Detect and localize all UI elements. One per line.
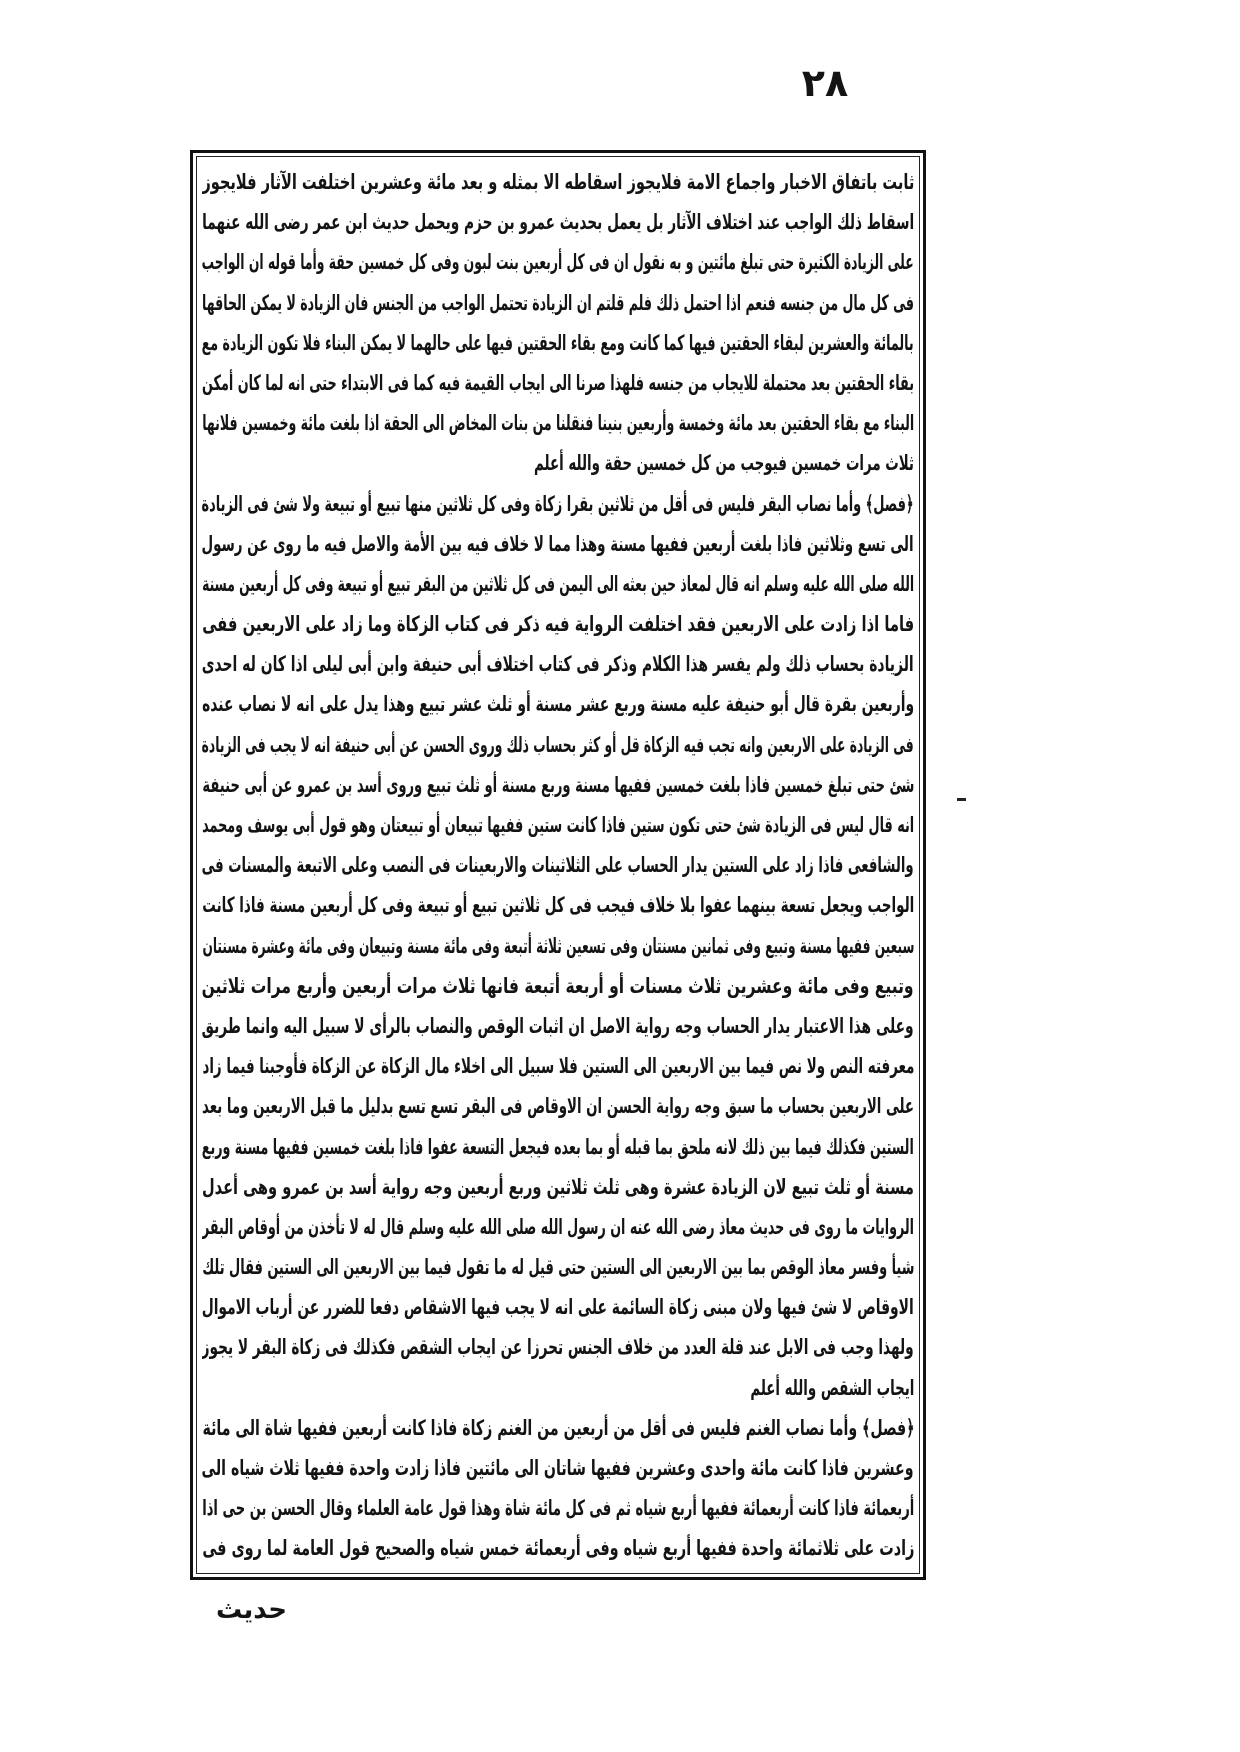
text-line: [202, 684, 914, 724]
line-text: والشافعى فاذا زاد على الستين يدار الحساب على الثلاثينات والاربعينات فى النصب وعلى الاتبعة والمسنات فى: [202, 853, 914, 878]
line-content: [202, 684, 914, 724]
line-text: بالمائة والعشرين لبقاء الحقتين فيها كما كانت ومع بقاء الحقتين فيها على حالهما لا يمكن البناء فلا تكون الزيادة مع: [202, 330, 914, 355]
text-line: [202, 484, 914, 524]
line-content: [202, 162, 914, 202]
text-line: [202, 1368, 914, 1408]
line-text: زادت على ثلاثمائة واحدة ففيها أربع شياه وفى أربعمائة خمس شياه والصحيح قول العامة لما روى فى: [202, 1536, 914, 1561]
line-text: على الاربعين بحساب ما سبق وجه رواية الحسن ان الاوقاص فى البقر تسع تسع بدليل ما قبل الاربعين وما بعد: [202, 1094, 914, 1119]
line-text: فاما اذا زادت على الاربعين فقد اختلفت الرواية فيه ذكر فى كتاب الزكاة وما زاد على الاربعين ففى: [202, 612, 914, 637]
line-text: الستين فكذلك فيما بين ذلك لانه ملحق بما قبله أو بما بعده فيجعل التسعة عفوا فاذا بلغت خمسين ففيها مسنة وربع: [202, 1134, 914, 1159]
line-text: الزيادة بحساب ذلك ولم يفسر هذا الكلام وذكر فى كتاب اختلاف أبى حنيفة وابن أبى ليلى اذا كان له احدى: [202, 652, 914, 677]
line-content: [202, 1207, 914, 1247]
line-content: [202, 604, 914, 644]
text-line: [202, 1247, 914, 1287]
line-content: [202, 966, 914, 1006]
line-content: [202, 564, 914, 604]
line-content: [202, 363, 914, 403]
line-text: الله صلى الله عليه وسلم انه قال لمعاذ حين بعثه الى اليمن فى كل ثلاثين من البقر تبيع أو تبيعة وفى كل أربعين مسنة: [202, 571, 914, 596]
line-text: وأما نصاب البقر فليس فى أقل من ثلاثين بقرا زكاة وفى كل ثلاثين منها تبيع أو تبيعة ولا شئ فى الزيادة: [202, 491, 862, 516]
line-text: وعشرين فاذا كانت مائة واحدى وعشرين ففيها شاتان الى مائتين فاذا زادت واحدة ففيها ثلاث شياه الى: [202, 1456, 914, 1480]
text-line: [202, 443, 914, 483]
line-content: [202, 1247, 914, 1287]
line-content: [534, 443, 914, 483]
line-text: الى تسع وثلاثين فاذا بلغت أربعين ففيها مسنة وهذا مما لا خلاف فيه بين الأمة والاصل فيه ما روى عن رسول: [202, 531, 914, 556]
line-text: البناء مع بقاء الحقتين بعد مائة وخمسة وأربعين بنينا فنقلنا من بنات المخاض الى الحقة اذا بلغت مائة وخمسين فلانها: [202, 411, 914, 436]
line-text: الواجب ويجعل تسعة بينهما عفوا بلا خلاف فيجب فى كل ثلاثين تبيع أو تبيعة وفى كل أربعين مسنة فاذا كانت: [202, 893, 914, 918]
line-text: على الزيادة الكثيرة حتى تبلغ مائتين و به نقول ان فى كل أربعين بنت لبون وفى كل خمسين حقة وأما قوله ان الواجب: [202, 250, 914, 275]
line-content: [202, 885, 914, 925]
text-line: [202, 1287, 914, 1327]
line-text: اسقاط ذلك الواجب عند اختلاف الآثار بل يعمل بحديث عمرو بن حزم ويحمل حديث ابن عمر رضى الله عنهما: [202, 210, 914, 235]
text-line: [202, 805, 914, 845]
catchword: حديث: [216, 1595, 288, 1625]
line-content: [202, 845, 914, 885]
text-line: [202, 1488, 914, 1528]
line-text: ثلاث مرات خمسين فيوجب من كل خمسين حقة والله أعلم: [534, 451, 914, 476]
text-line: [202, 323, 914, 363]
text-line: [202, 604, 914, 644]
line-text: فى الزيادة على الاربعين وانه تجب فيه الزكاة قل أو كثر بحساب ذلك وروى الحسن عن أبى حنيفة انه لا يجب فى الزيادة: [202, 732, 914, 757]
line-content: [202, 1528, 914, 1568]
line-text: ثابت باتفاق الاخبار واجماع الامة فلايجوز اسقاطه الا بمثله و بعد مائة وعشرين اختلفت الآثار فلايجوز: [202, 170, 914, 194]
line-text: وأربعين بقرة قال أبو حنيفة عليه مسنة وربع عشر مسنة أو ثلث عشر تبيع وهذا يدل على انه لا نصاب عنده: [202, 692, 914, 717]
line-content: [202, 1086, 914, 1126]
line-content: [202, 1006, 914, 1046]
line-content: [202, 484, 914, 524]
section-heading: ﴿فصل﴾: [861, 1415, 914, 1440]
line-text: وعلى هذا الاعتبار يدار الحساب وجه رواية الاصل ان اثبات الوقص والنصاب بالرأى لا سبيل اليه وانما طريق: [202, 1013, 914, 1038]
line-text: أربعمائة فاذا كانت أربعمائة ففيها أربع شياه ثم فى كل مائة شاة وهذا قول عامة العلماء وقال الحسن بن حى اذا: [202, 1496, 914, 1521]
text-line: [202, 1086, 914, 1126]
text-frame: [190, 150, 926, 1580]
text-line: [202, 564, 914, 604]
line-content: [202, 1488, 914, 1528]
line-content: [202, 202, 914, 242]
text-line: [202, 1046, 914, 1086]
line-text: انه قال ليس فى الزيادة شئ حتى تكون ستين فاذا كانت ستين ففيها تبيعان أو تبيعتان وهو قول أبى يوسف ومحمد: [202, 813, 914, 837]
line-text: الاوقاص لا شئ فيها ولان مبنى زكاة السائمة على انه لا يجب فيها الاشقاص دفعا للضرر عن أرباب الاموال: [202, 1295, 914, 1320]
line-content: [202, 524, 914, 564]
line-content: [202, 403, 914, 443]
text-line: [202, 765, 914, 805]
body-text: [202, 162, 914, 1569]
line-text: ايجاب الشقص والله أعلم: [749, 1375, 914, 1400]
line-text: معرفته النص ولا نص فيما بين الاربعين الى الستين فلا سبيل الى اخلاء مال الزكاة عن الزكاة فأوجبنا فيما زاد: [202, 1054, 914, 1079]
line-content: [202, 1408, 914, 1448]
text-line: [202, 1408, 914, 1448]
line-content: [202, 1127, 914, 1167]
line-content: [202, 805, 914, 845]
margin-mark: [957, 798, 966, 801]
text-line: [202, 283, 914, 323]
text-line: [202, 926, 914, 966]
line-content: [202, 765, 914, 805]
text-line: [202, 1167, 914, 1207]
text-line: [202, 403, 914, 443]
text-line: [202, 845, 914, 885]
line-content: [202, 323, 914, 363]
line-content: [202, 1448, 914, 1488]
line-content: [202, 242, 914, 282]
line-content: [202, 725, 914, 765]
line-content: [202, 926, 914, 966]
line-content: [202, 1167, 914, 1207]
text-line: [202, 644, 914, 684]
text-line: [202, 1327, 914, 1367]
line-content: [202, 644, 914, 684]
line-text: ولهذا وجب فى الابل عند قلة العدد من خلاف الجنس تحرزا عن ايجاب الشقص فكذلك فى زكاة البقر لا يجوز: [202, 1335, 914, 1360]
line-content: [202, 1046, 914, 1086]
section-heading: ﴿فصل﴾: [866, 491, 914, 516]
text-line: [202, 524, 914, 564]
text-line: [202, 1006, 914, 1046]
text-line: [202, 242, 914, 282]
page-number: ٢٨: [801, 61, 849, 105]
line-text: وأما نصاب الغنم فليس فى أقل من أربعين من الغنم زكاة فاذا كانت أربعين ففيها شاة الى مائة: [202, 1415, 857, 1440]
text-line: [202, 363, 914, 403]
line-text: شيأ وفسر معاذ الوقص بما بين الاربعين الى الستين حتى قيل له ما تقول فيما بين الاربعين الى الستين فقال تلك: [202, 1255, 914, 1280]
line-text: بقاء الحقتين بعد محتملة للايجاب من جنسه فلهذا صرنا الى ايجاب القيمة فيه كما فى الابتداء حتى انه لما كان أمكن: [202, 370, 914, 395]
line-text: فى كل مال من جنسه فنعم اذا احتمل ذلك فلم قلتم ان الزيادة تحتمل الواجب من الجنس فان الزيادة لا يمكن الحاقها: [202, 290, 914, 315]
line-text: وتبيع وفى مائة وعشرين ثلاث مسنات أو أربعة أتبعة فانها ثلاث مرات أربعين وأربع مرات ثلاثين: [202, 973, 914, 998]
text-line: [202, 725, 914, 765]
text-line: [202, 1207, 914, 1247]
text-line: [202, 966, 914, 1006]
text-line: [202, 1528, 914, 1568]
line-text: مسنة أو ثلث تبيع لان الزيادة عشرة وهى ثلث ثلاثين وربع أربعين وجه رواية أسد بن عمرو وهى أعدل: [202, 1174, 914, 1199]
text-line: [202, 885, 914, 925]
line-text: سبعين ففيها مسنة وتبيع وفى ثمانين مسنتان وفى تسعين ثلاثة أتبعة وفى مائة مسنة وتبيعان وفى مائة وعشرة مسنتان: [202, 933, 914, 958]
line-content: [750, 1368, 914, 1408]
line-content: [202, 1327, 914, 1367]
text-line: [202, 1448, 914, 1488]
line-text: الروايات ما روى فى حديث معاذ رضى الله عنه ان رسول الله صلى الله عليه وسلم قال له لا تأخذن من أوقاص البقر: [202, 1214, 914, 1239]
line-content: [202, 1287, 914, 1327]
line-text: شئ حتى تبلغ خمسين فاذا بلغت خمسين ففيها مسنة وربع مسنة أو ثلث تبيع وروى أسد بن عمرو عن أبى حنيفة: [202, 772, 914, 797]
text-line: [202, 202, 914, 242]
text-line: [202, 1127, 914, 1167]
line-content: [202, 283, 914, 323]
text-line: [202, 162, 914, 202]
